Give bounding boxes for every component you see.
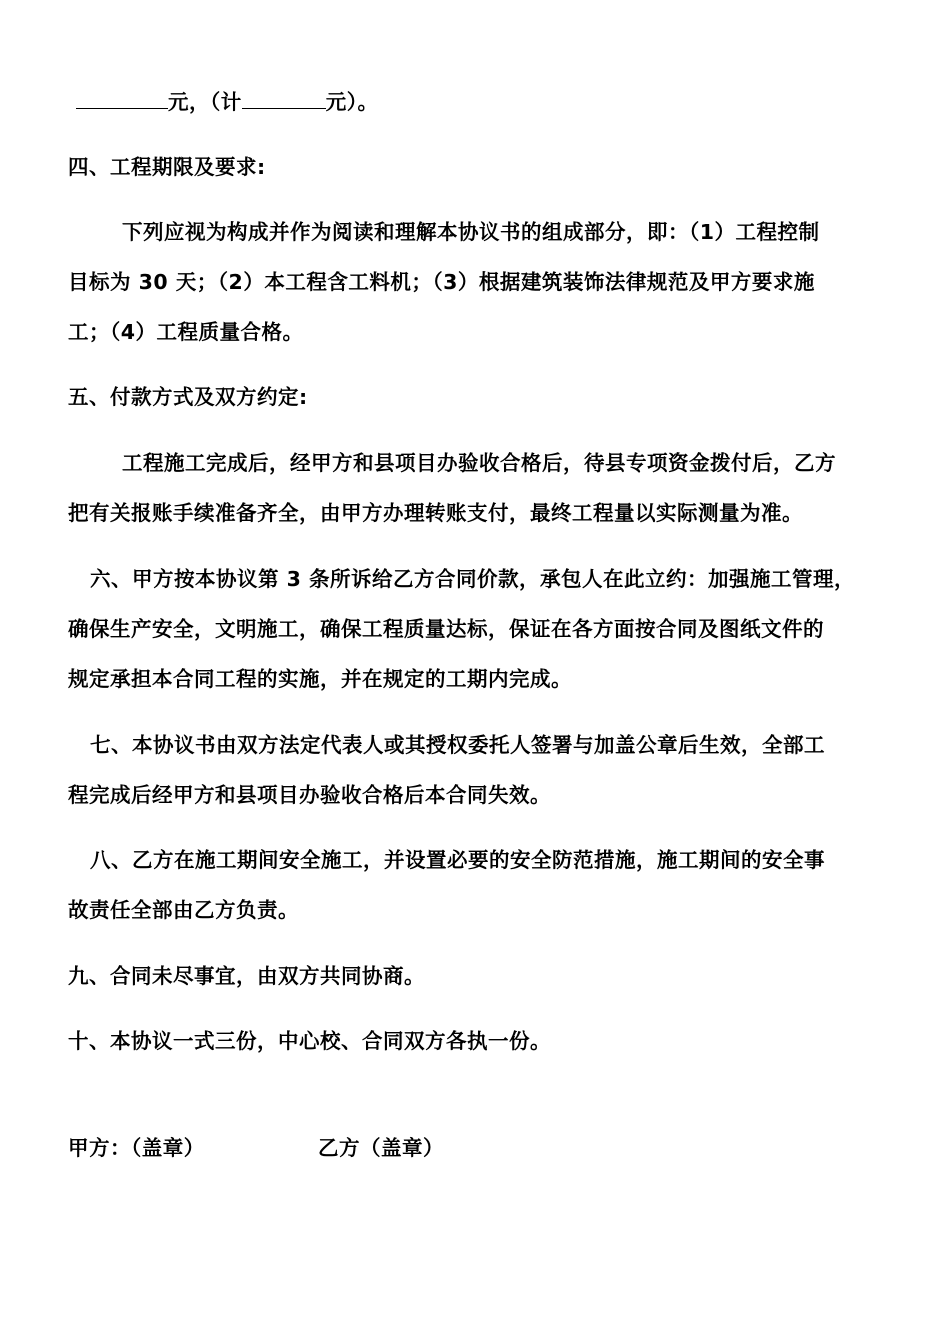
section4-line-2: 目标为 30 天；（2）本工程含工料机；（3）根据建筑装饰法律规范及甲方要求施	[68, 270, 815, 294]
section6-line-1: 六、甲方按本协议第 3 条所诉给乙方合同价款，承包人在此立约：加强施工管理，	[90, 567, 856, 591]
section7-line-1: 七、本协议书由双方法定代表人或其授权委托人签署与加盖公章后生效，全部工	[90, 733, 825, 757]
amount-unit-2: 元）。	[325, 90, 379, 114]
amount-unit-1: 元，	[168, 90, 210, 114]
section7-line-2: 程完成后经甲方和县项目办验收合格后本合同失效。	[68, 783, 551, 807]
section4-line-1: 下列应视为构成并作为阅读和理解本协议书的组成部分，即：（1）工程控制	[122, 220, 820, 244]
signature-party-b: 乙方（盖章）	[318, 1136, 444, 1160]
section6-line-2: 确保生产安全，文明施工，确保工程质量达标，保证在各方面按合同及图纸文件的	[68, 617, 824, 641]
amount-line	[76, 88, 379, 116]
section4-line-3: 工；（4）工程质量合格。	[68, 320, 304, 344]
section4-heading: 四、工程期限及要求:	[68, 155, 266, 179]
amount-blank-count[interactable]	[242, 88, 326, 109]
section5-line-1: 工程施工完成后，经甲方和县项目办验收合格后，待县专项资金拨付后，乙方	[122, 451, 836, 475]
section5-line-2: 把有关报账手续准备齐全，由甲方办理转账支付，最终工程量以实际测量为准。	[68, 501, 803, 525]
section8-line-2: 故责任全部由乙方负责。	[68, 898, 299, 922]
amount-blank-total[interactable]	[76, 88, 168, 109]
section5-heading: 五、付款方式及双方约定:	[68, 385, 308, 409]
section6-line-3: 规定承担本合同工程的实施，并在规定的工期内完成。	[68, 667, 572, 691]
section9-text: 九、合同未尽事宜，由双方共同协商。	[68, 964, 425, 988]
amount-paren-open: （计	[210, 90, 242, 114]
section8-line-1: 八、乙方在施工期间安全施工，并设置必要的安全防范措施，施工期间的安全事	[90, 848, 825, 872]
signature-party-a: 甲方：（盖章）	[68, 1136, 205, 1160]
section10-text: 十、本协议一式三份，中心校、合同双方各执一份。	[68, 1029, 551, 1053]
